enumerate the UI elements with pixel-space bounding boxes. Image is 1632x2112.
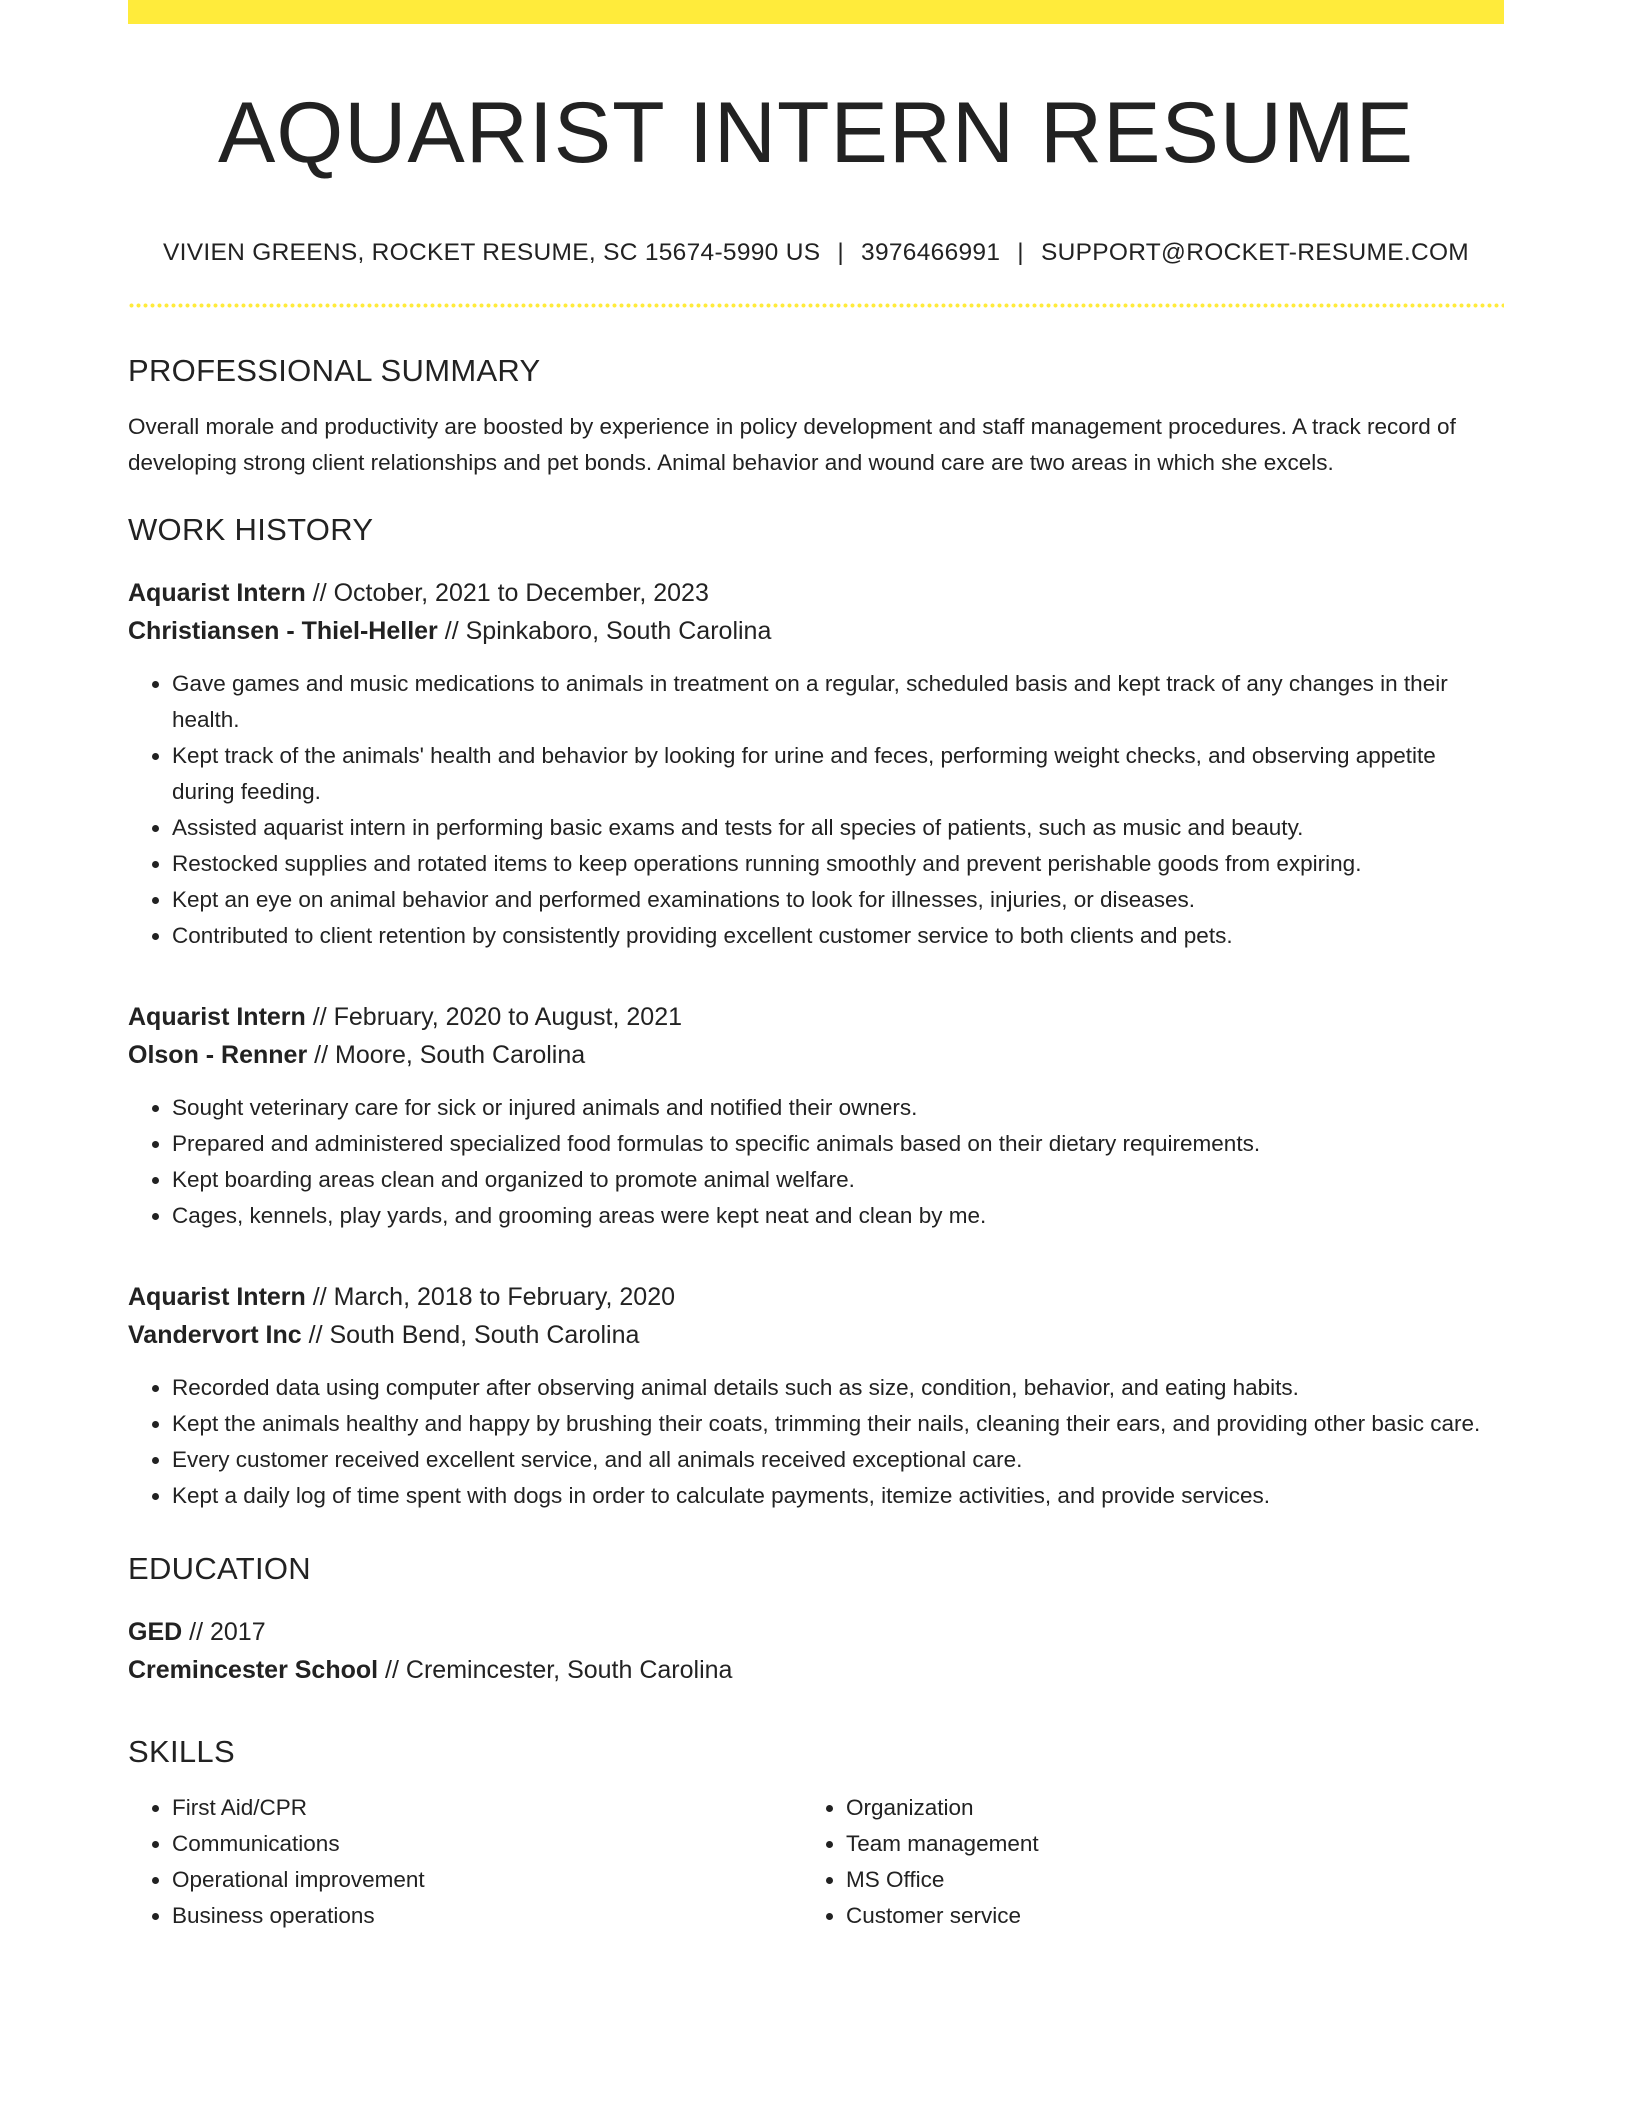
divider: // [189, 1618, 204, 1647]
education-degree-line [128, 1613, 1504, 1651]
list-item: • Every customer received excellent service, and all animals received exceptional care. [172, 1442, 1504, 1478]
list-item: • Gave games and music medications to animals in treatment on a regular, scheduled basis and kept track of any changes in their health. [172, 666, 1504, 738]
skills-column-right [802, 1790, 1466, 1934]
skill-item: • Operational improvement [172, 1862, 802, 1898]
contact-phone: 3976466991 [861, 238, 1001, 266]
contact-email: SUPPORT@ROCKET-RESUME.COM [1040, 238, 1470, 266]
job-company: Olson - Renner [128, 1040, 308, 1069]
skill-item: • First Aid/CPR [172, 1790, 802, 1826]
resume-page [128, 0, 1504, 1934]
job-company: Christiansen - Thiel-Heller [128, 616, 438, 645]
contact-separator: | [1017, 238, 1024, 266]
education-school-line [128, 1651, 1504, 1689]
list-item: • Kept boarding areas clean and organized to promote animal welfare. [172, 1162, 1504, 1198]
list-item: • Kept track of the animals' health and behavior by looking for urine and feces, performing weight checks, and observing appetite during feeding. [172, 738, 1504, 810]
education-degree: GED [128, 1618, 183, 1647]
education-heading: EDUCATION [128, 1550, 311, 1586]
job-entry [128, 998, 1504, 1234]
job-title-line [128, 574, 1504, 612]
job-company-line [128, 1036, 1504, 1074]
summary-heading: PROFESSIONAL SUMMARY [128, 352, 541, 388]
list-item: • Prepared and administered specialized food formulas to specific animals based on their dietary requirements. [172, 1126, 1504, 1162]
resume-title: AQUARIST INTERN RESUME [218, 85, 1414, 181]
divider: // [314, 1040, 329, 1069]
job-dates: February, 2020 to August, 2021 [333, 1002, 682, 1031]
job-title: Aquarist Intern [128, 578, 306, 607]
skills-grid [128, 1790, 1504, 1934]
list-item: • Contributed to client retention by consistently providing excellent customer service to both clients and pets. [172, 918, 1504, 954]
list-item: • Kept the animals healthy and happy by brushing their coats, trimming their nails, cleaning their ears, and providing other basic care. [172, 1406, 1504, 1442]
contact-separator: | [837, 238, 845, 266]
job-title-line [128, 1278, 1504, 1316]
work-history-heading: WORK HISTORY [128, 511, 374, 547]
list-item: • Kept an eye on animal behavior and performed examinations to look for illnesses, injuries, or diseases. [172, 882, 1504, 918]
skill-item: • Team management [846, 1826, 1466, 1862]
list-item: • Assisted aquarist intern in performing basic exams and tests for all species of patients, such as music and beauty. [172, 810, 1504, 846]
job-company-line [128, 1316, 1504, 1354]
divider: // [312, 578, 327, 607]
education-school: Cremincester School [128, 1656, 379, 1685]
dotted-divider [128, 303, 1504, 308]
divider: // [312, 1002, 327, 1031]
job-title: Aquarist Intern [128, 1002, 306, 1031]
list-item: • Sought veterinary care for sick or injured animals and notified their owners. [172, 1090, 1504, 1126]
skill-item: • Business operations [172, 1898, 802, 1934]
job-bullet-list [128, 666, 1504, 954]
contact-line [128, 239, 1504, 267]
skill-item: • Communications [172, 1826, 802, 1862]
accent-bar [128, 0, 1504, 24]
summary-text: Overall morale and productivity are boosted by experience in policy development and staff management procedures. A track record of developing strong client relationships and pet bonds. Animal behavior and wound care are two areas in which she excels. [128, 413, 1456, 475]
job-bullet-list [128, 1370, 1504, 1514]
skill-item: • MS Office [846, 1862, 1466, 1898]
job-company-line [128, 612, 1504, 650]
education-year: 2017 [210, 1618, 266, 1647]
job-title-line [128, 998, 1504, 1036]
job-dates: October, 2021 to December, 2023 [333, 578, 709, 607]
job-dates: March, 2018 to February, 2020 [333, 1282, 676, 1311]
job-location: South Bend, South Carolina [329, 1320, 640, 1349]
divider: // [385, 1656, 399, 1685]
job-bullet-list [128, 1090, 1504, 1234]
job-company: Vandervort Inc [128, 1320, 302, 1349]
skill-item: • Customer service [846, 1898, 1466, 1934]
list-item: • Restocked supplies and rotated items to keep operations running smoothly and prevent perishable goods from expiring. [172, 846, 1504, 882]
divider: // [308, 1320, 323, 1349]
job-location: Spinkaboro, South Carolina [465, 616, 772, 645]
divider: // [444, 616, 459, 645]
education-location: Cremincester, South Carolina [405, 1656, 733, 1685]
skills-heading: SKILLS [128, 1734, 235, 1770]
job-entry [128, 574, 1504, 954]
job-title: Aquarist Intern [128, 1282, 306, 1311]
job-entry [128, 1278, 1504, 1514]
education-entry [128, 1613, 1504, 1689]
list-item: • Kept a daily log of time spent with dogs in order to calculate payments, itemize activities, and provide services. [172, 1478, 1504, 1514]
job-location: Moore, South Carolina [335, 1040, 586, 1069]
list-item: • Cages, kennels, play yards, and grooming areas were kept neat and clean by me. [172, 1198, 1504, 1234]
divider: // [312, 1282, 327, 1311]
contact-address: VIVIEN GREENS, ROCKET RESUME, SC 15674-5990 US [162, 238, 821, 266]
list-item: • Recorded data using computer after observing animal details such as size, condition, behavior, and eating habits. [172, 1370, 1504, 1406]
skills-column-left [128, 1790, 802, 1934]
skill-item: • Organization [846, 1790, 1466, 1826]
